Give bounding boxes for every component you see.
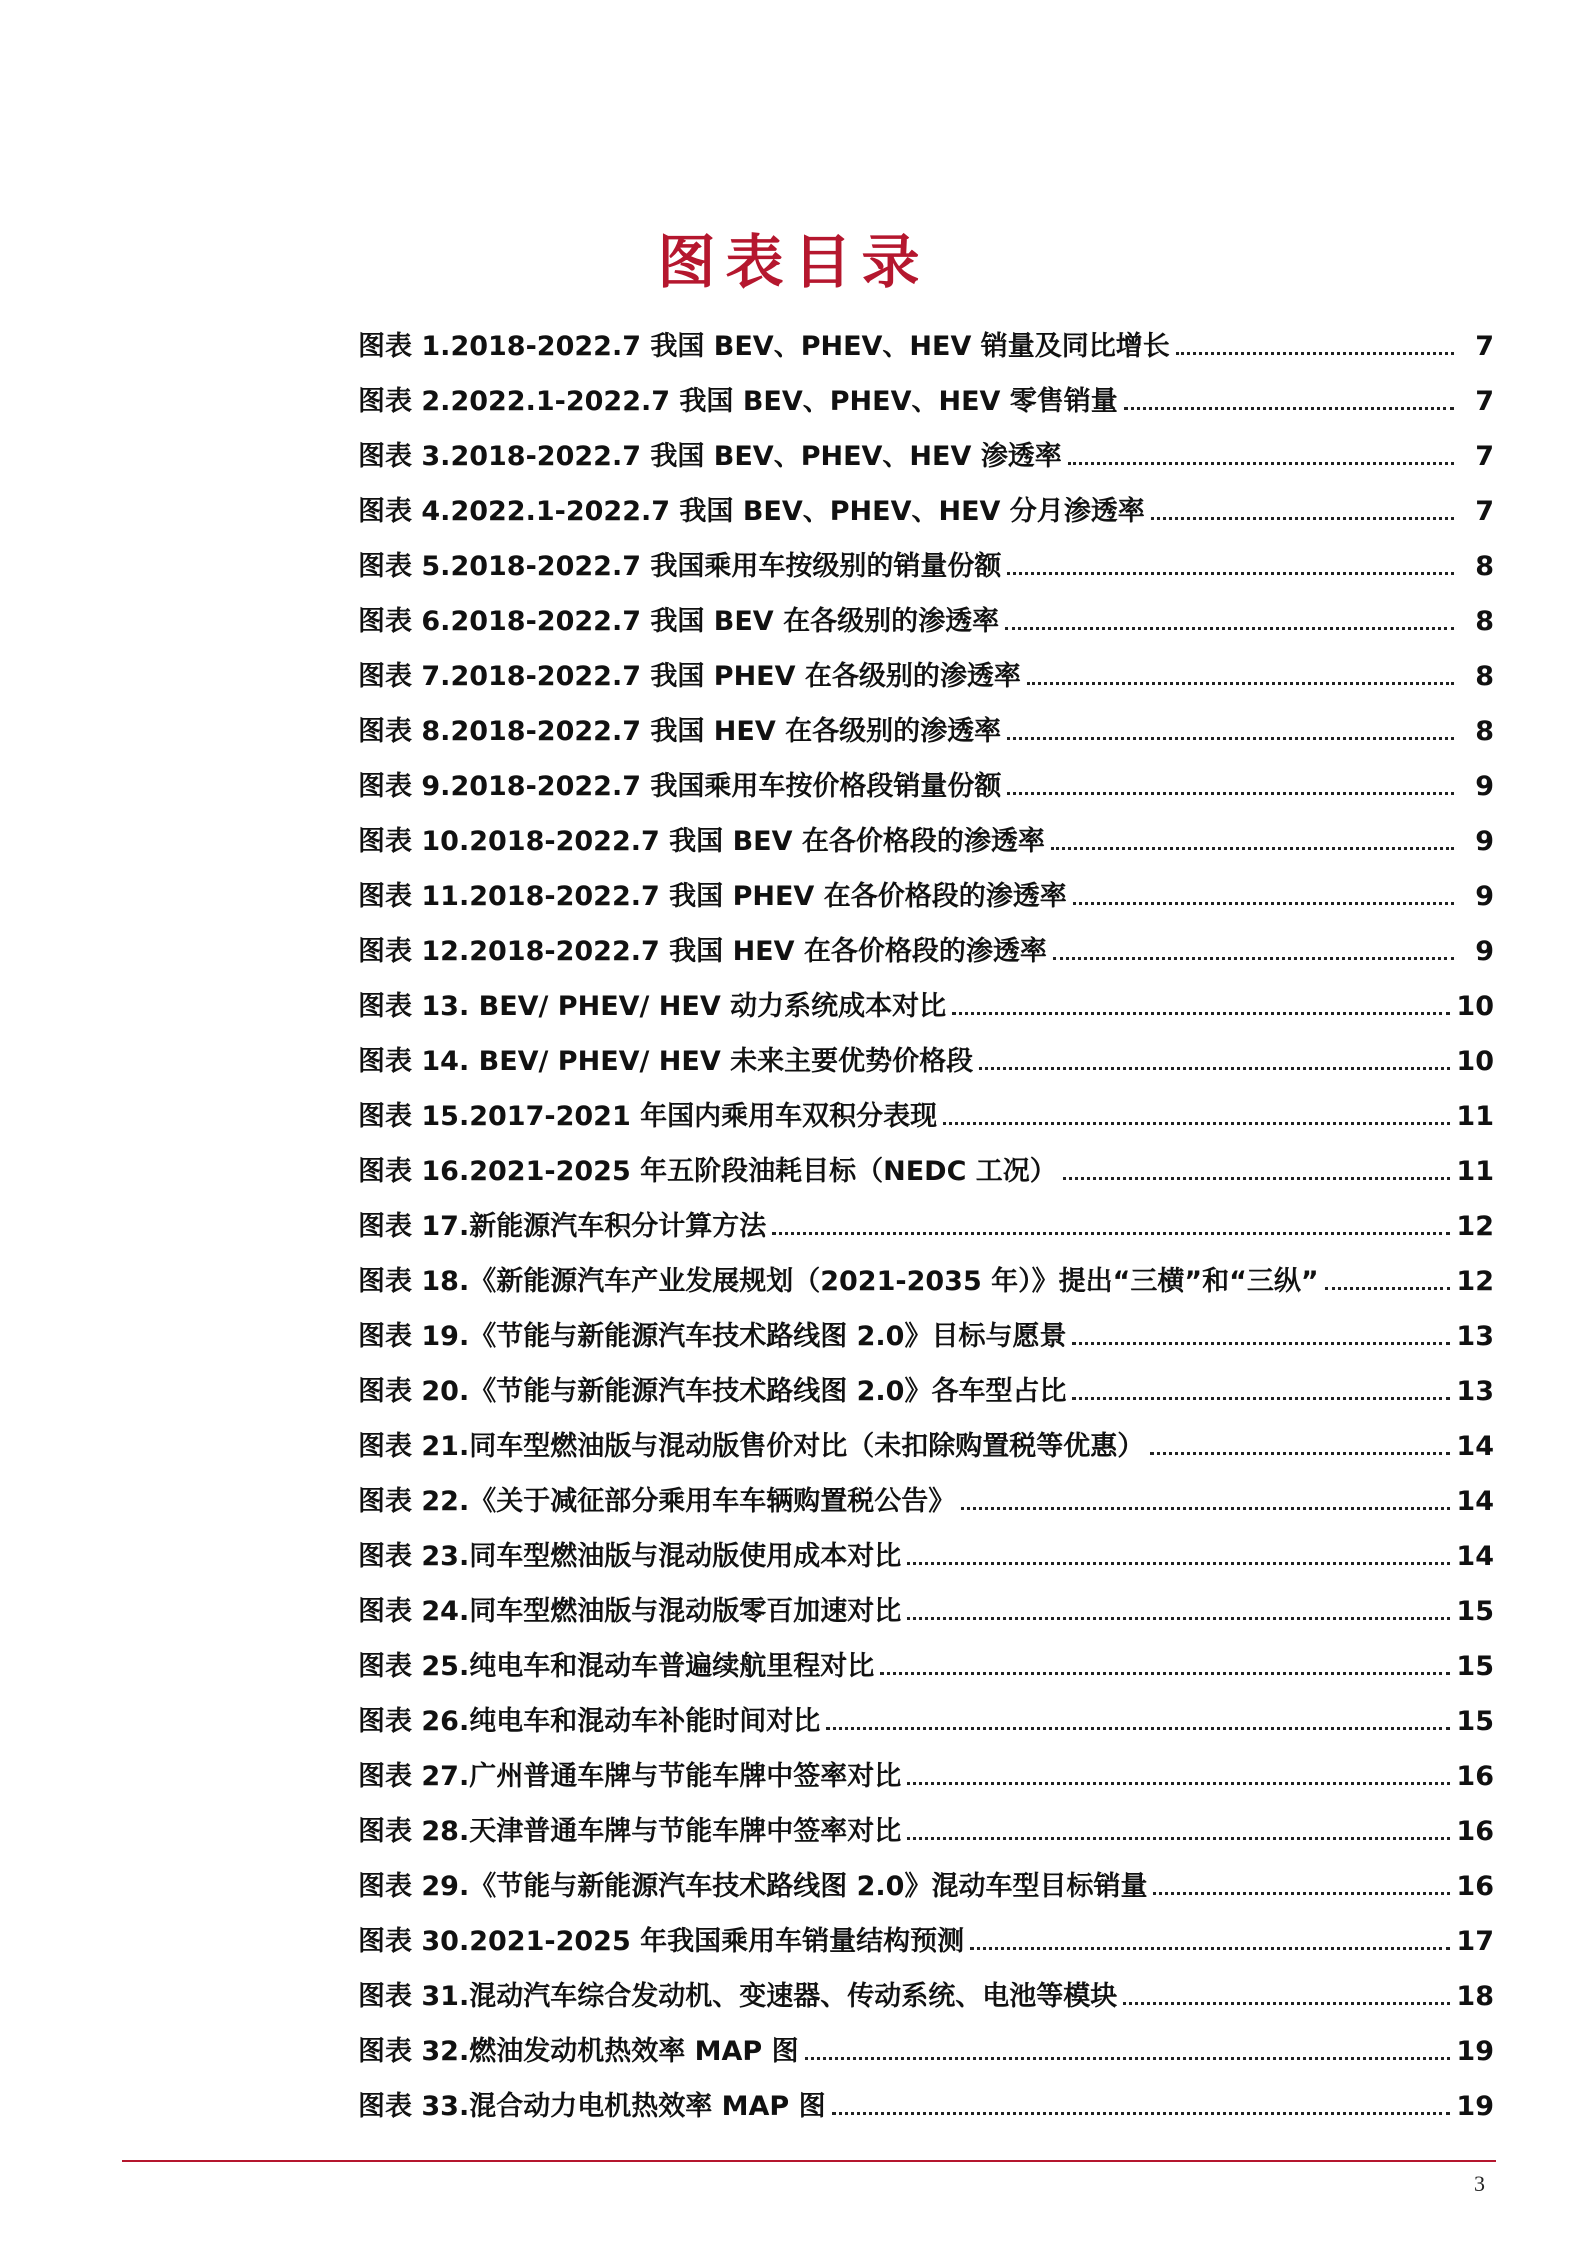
toc-entry-label: 图表 22.《关于减征部分乘用车车辆购置税公告》	[358, 1486, 956, 1517]
toc-entry-label: 图表 14. BEV/ PHEV/ HEV 未来主要优势价格段	[358, 1046, 974, 1077]
toc-dot-leader	[1325, 1287, 1451, 1290]
toc-dot-leader	[907, 1617, 1450, 1620]
toc-entry[interactable]	[358, 978, 1494, 1033]
toc-entry-page: 7	[1475, 331, 1494, 362]
toc-entry-page: 14	[1456, 1486, 1494, 1517]
toc-entry-label: 图表 5.2018-2022.7 我国乘用车按级别的销量份额	[358, 551, 1002, 582]
toc-dot-leader	[970, 1947, 1450, 1950]
toc-entry-page: 8	[1475, 551, 1494, 582]
toc-entry[interactable]	[358, 1363, 1494, 1418]
toc-entry-label: 图表 27.广州普通车牌与节能车牌中签率对比	[358, 1761, 902, 1792]
toc-entry-label: 图表 21.同车型燃油版与混动版售价对比（未扣除购置税等优惠）	[358, 1431, 1145, 1462]
toc-dot-leader	[1007, 737, 1454, 740]
toc-entry-page: 18	[1456, 1981, 1494, 2012]
toc-entry-page: 8	[1475, 661, 1494, 692]
toc-dot-leader	[1151, 517, 1454, 520]
toc-dot-leader	[1123, 2002, 1450, 2005]
toc-entry[interactable]	[358, 1693, 1494, 1748]
toc-entry-label: 图表 2.2022.1-2022.7 我国 BEV、PHEV、HEV 零售销量	[358, 386, 1118, 417]
toc-entry[interactable]	[358, 758, 1494, 813]
toc-entry-page: 15	[1456, 1651, 1494, 1682]
toc-entry[interactable]	[358, 923, 1494, 978]
toc-entry[interactable]	[358, 1418, 1494, 1473]
toc-entry[interactable]	[358, 1528, 1494, 1583]
toc-entry-label: 图表 33.混合动力电机热效率 MAP 图	[358, 2091, 826, 2122]
toc-dot-leader	[826, 1727, 1450, 1730]
toc-entry-label: 图表 26.纯电车和混动车补能时间对比	[358, 1706, 821, 1737]
toc-entry-page: 19	[1456, 2036, 1494, 2067]
toc-dot-leader	[1150, 1452, 1450, 1455]
toc-entry-label: 图表 29.《节能与新能源汽车技术路线图 2.0》混动车型目标销量	[358, 1871, 1148, 1902]
toc-entry-label: 图表 6.2018-2022.7 我国 BEV 在各级别的渗透率	[358, 606, 1000, 637]
toc-entry[interactable]	[358, 1583, 1494, 1638]
toc-entry-label: 图表 32.燃油发动机热效率 MAP 图	[358, 2036, 799, 2067]
toc-dot-leader	[1072, 1342, 1450, 1345]
toc-dot-leader	[1153, 1892, 1450, 1895]
toc-entry[interactable]	[358, 538, 1494, 593]
toc-entry-page: 13	[1456, 1376, 1494, 1407]
toc-dot-leader	[1051, 847, 1454, 850]
toc-entry-label: 图表 31.混动汽车综合发动机、变速器、传动系统、电池等模块	[358, 1981, 1118, 2012]
toc-entry-label: 图表 7.2018-2022.7 我国 PHEV 在各级别的渗透率	[358, 661, 1021, 692]
toc-dot-leader	[1007, 572, 1454, 575]
toc-entry-page: 9	[1475, 881, 1494, 912]
toc-entry-page: 12	[1456, 1211, 1494, 1242]
toc-dot-leader	[1053, 957, 1454, 960]
toc-entry-page: 14	[1456, 1541, 1494, 1572]
toc-entry[interactable]	[358, 1033, 1494, 1088]
toc-entry-page: 11	[1456, 1156, 1494, 1187]
toc-dot-leader	[805, 2057, 1451, 2060]
toc-entry-page: 14	[1456, 1431, 1494, 1462]
toc-entry-label: 图表 25.纯电车和混动车普遍续航里程对比	[358, 1651, 875, 1682]
toc-dot-leader	[1007, 792, 1454, 795]
toc-entry[interactable]	[358, 1913, 1494, 1968]
toc-entry-page: 11	[1456, 1101, 1494, 1132]
toc-dot-leader	[880, 1672, 1450, 1675]
toc-entry-page: 13	[1456, 1321, 1494, 1352]
toc-entry-label: 图表 1.2018-2022.7 我国 BEV、PHEV、HEV 销量及同比增长	[358, 331, 1170, 362]
toc-dot-leader	[1063, 1177, 1451, 1180]
toc-dot-leader	[1073, 902, 1454, 905]
toc-dot-leader	[952, 1012, 1450, 1015]
page-title: 图表目录	[657, 228, 930, 296]
toc-entry[interactable]	[358, 428, 1494, 483]
toc-entry[interactable]	[358, 1253, 1494, 1308]
toc-dot-leader	[832, 2112, 1451, 2115]
toc-entry-page: 7	[1475, 386, 1494, 417]
toc-dot-leader	[907, 1562, 1450, 1565]
toc-dot-leader	[979, 1067, 1450, 1070]
toc-entry-page: 17	[1456, 1926, 1494, 1957]
toc-entry[interactable]	[358, 648, 1494, 703]
toc-entry-label: 图表 18.《新能源汽车产业发展规划（2021-2035 年）》提出“三横”和“三纵”	[358, 1266, 1319, 1297]
toc-entry-label: 图表 23.同车型燃油版与混动版使用成本对比	[358, 1541, 902, 1572]
toc-entry-page: 12	[1456, 1266, 1494, 1297]
toc-entry-label: 图表 24.同车型燃油版与混动版零百加速对比	[358, 1596, 902, 1627]
toc-entry-label: 图表 9.2018-2022.7 我国乘用车按价格段销量份额	[358, 771, 1002, 802]
toc-entry[interactable]	[358, 2078, 1494, 2133]
toc-dot-leader	[1068, 462, 1454, 465]
toc-dot-leader	[1072, 1397, 1450, 1400]
page-number: 3	[1474, 2171, 1485, 2196]
toc-entry[interactable]	[358, 1638, 1494, 1693]
toc-entry[interactable]	[358, 1858, 1494, 1913]
toc-entry[interactable]	[358, 703, 1494, 758]
toc-entry-label: 图表 30.2021-2025 年我国乘用车销量结构预测	[358, 1926, 965, 1957]
toc-entry-label: 图表 10.2018-2022.7 我国 BEV 在各价格段的渗透率	[358, 826, 1045, 857]
toc-entry[interactable]	[358, 813, 1494, 868]
toc-entry[interactable]	[358, 1473, 1494, 1528]
toc-entry[interactable]	[358, 1143, 1494, 1198]
toc-entry-label: 图表 3.2018-2022.7 我国 BEV、PHEV、HEV 渗透率	[358, 441, 1062, 472]
toc-dot-leader	[943, 1122, 1450, 1125]
toc-entry[interactable]	[358, 1968, 1494, 2023]
toc-entry[interactable]	[358, 2023, 1494, 2078]
toc-entry-page: 8	[1475, 606, 1494, 637]
toc-entry-label: 图表 8.2018-2022.7 我国 HEV 在各级别的渗透率	[358, 716, 1002, 747]
toc-entry-page: 16	[1456, 1871, 1494, 1902]
toc-entry[interactable]	[358, 868, 1494, 923]
toc-entry-page: 7	[1475, 441, 1494, 472]
toc-dot-leader	[907, 1837, 1450, 1840]
toc-entry-page: 10	[1456, 991, 1494, 1022]
toc-entry-label: 图表 16.2021-2025 年五阶段油耗目标（NEDC 工况）	[358, 1156, 1057, 1187]
toc-entry-page: 9	[1475, 771, 1494, 802]
footer-divider	[122, 2160, 1496, 2162]
table-of-figures	[358, 318, 1494, 2133]
toc-entry[interactable]	[358, 593, 1494, 648]
toc-entry-page: 10	[1456, 1046, 1494, 1077]
toc-entry[interactable]	[358, 318, 1494, 373]
toc-entry-label: 图表 20.《节能与新能源汽车技术路线图 2.0》各车型占比	[358, 1376, 1067, 1407]
toc-dot-leader	[772, 1232, 1450, 1235]
toc-entry[interactable]	[358, 1748, 1494, 1803]
toc-entry-page: 15	[1456, 1596, 1494, 1627]
toc-entry-page: 19	[1456, 2091, 1494, 2122]
toc-entry-page: 15	[1456, 1706, 1494, 1737]
toc-entry[interactable]	[358, 1803, 1494, 1858]
toc-entry[interactable]	[358, 1088, 1494, 1143]
toc-entry-label: 图表 12.2018-2022.7 我国 HEV 在各价格段的渗透率	[358, 936, 1047, 967]
toc-dot-leader	[1124, 407, 1454, 410]
toc-entry-page: 8	[1475, 716, 1494, 747]
toc-entry[interactable]	[358, 1198, 1494, 1253]
toc-entry-label: 图表 17.新能源汽车积分计算方法	[358, 1211, 767, 1242]
toc-entry-page: 9	[1475, 826, 1494, 857]
toc-dot-leader	[1027, 682, 1454, 685]
toc-entry-label: 图表 4.2022.1-2022.7 我国 BEV、PHEV、HEV 分月渗透率	[358, 496, 1145, 527]
toc-entry-page: 16	[1456, 1761, 1494, 1792]
toc-dot-leader	[1176, 352, 1454, 355]
toc-dot-leader	[907, 1782, 1450, 1785]
toc-entry-label: 图表 13. BEV/ PHEV/ HEV 动力系统成本对比	[358, 991, 947, 1022]
toc-entry[interactable]	[358, 1308, 1494, 1363]
toc-entry-page: 16	[1456, 1816, 1494, 1847]
toc-entry-label: 图表 15.2017-2021 年国内乘用车双积分表现	[358, 1101, 938, 1132]
toc-entry-label: 图表 11.2018-2022.7 我国 PHEV 在各价格段的渗透率	[358, 881, 1067, 912]
toc-entry[interactable]	[358, 483, 1494, 538]
toc-dot-leader	[961, 1507, 1450, 1510]
toc-dot-leader	[1005, 627, 1454, 630]
toc-entry-page: 7	[1475, 496, 1494, 527]
toc-entry-label: 图表 19.《节能与新能源汽车技术路线图 2.0》目标与愿景	[358, 1321, 1067, 1352]
toc-entry-label: 图表 28.天津普通车牌与节能车牌中签率对比	[358, 1816, 902, 1847]
toc-entry[interactable]	[358, 373, 1494, 428]
toc-entry-page: 9	[1475, 936, 1494, 967]
